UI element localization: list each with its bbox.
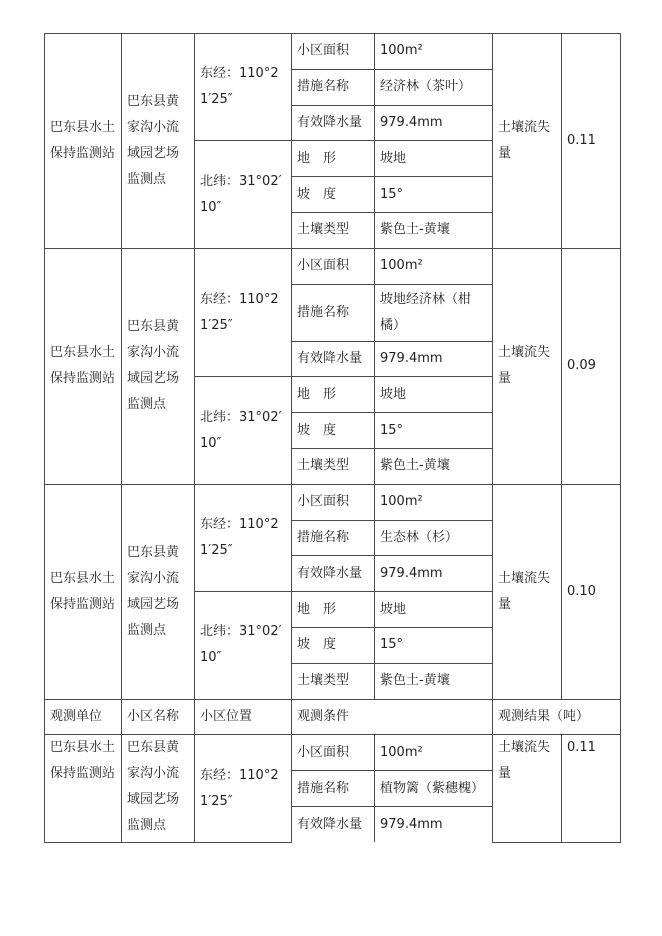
cell-condition-key: 有效降水量: [292, 806, 375, 842]
cell-condition-value: 979.4mm: [375, 556, 493, 592]
cell-condition-key: 小区面积: [292, 484, 375, 520]
cell-result-value: 0.11: [562, 34, 621, 249]
cell-condition-value: 坡地: [375, 592, 493, 628]
cell-latitude: 北纬：31°02′10″: [195, 141, 292, 248]
cell-condition-key: 有效降水量: [292, 341, 375, 377]
header-result: 观测结果（吨）: [493, 699, 621, 735]
header-unit: 观测单位: [45, 699, 122, 735]
cell-unit: 巴东县水土保持监测站: [45, 735, 122, 842]
cell-condition-key: 小区面积: [292, 735, 375, 771]
cell-condition-key: 坡 度: [292, 413, 375, 449]
cell-result-label: 土壤流失量: [493, 34, 562, 249]
cell-condition-key: 地 形: [292, 592, 375, 628]
cell-condition-value: 紫色土-黄壤: [375, 448, 493, 484]
cell-condition-key: 地 形: [292, 377, 375, 413]
header-location: 小区位置: [195, 699, 292, 735]
cell-condition-key: 措施名称: [292, 520, 375, 556]
cell-condition-key: 土壤类型: [292, 663, 375, 699]
cell-latitude: 北纬：31°02′10″: [195, 592, 292, 699]
cell-condition-value: 经济林（茶叶）: [375, 69, 493, 105]
cell-condition-key: 地 形: [292, 141, 375, 177]
cell-condition-key: 土壤类型: [292, 212, 375, 248]
cell-condition-key: 有效降水量: [292, 105, 375, 141]
cell-unit: 巴东县水土保持监测站: [45, 248, 122, 484]
cell-result-value: 0.10: [562, 484, 621, 699]
cell-result-label: 土壤流失量: [493, 248, 562, 484]
cell-condition-value: 15°: [375, 627, 493, 663]
cell-result-label: 土壤流失量: [493, 735, 562, 842]
cell-plot-name: 巴东县黄家沟小流域园艺场监测点: [122, 34, 195, 249]
cell-condition-key: 小区面积: [292, 34, 375, 70]
cell-condition-value: 15°: [375, 413, 493, 449]
cell-condition-value: 植物篱（紫穗槐）: [375, 771, 493, 807]
cell-condition-value: 100m²: [375, 735, 493, 771]
cell-plot-name: 巴东县黄家沟小流域园艺场监测点: [122, 484, 195, 699]
cell-condition-value: 100m²: [375, 248, 493, 284]
cell-plot-name: 巴东县黄家沟小流域园艺场监测点: [122, 735, 195, 842]
cell-condition-value: 坡地: [375, 377, 493, 413]
cell-condition-value: 生态林（杉）: [375, 520, 493, 556]
cell-condition-value: 紫色土-黄壤: [375, 212, 493, 248]
cell-condition-value: 100m²: [375, 34, 493, 70]
cell-unit: 巴东县水土保持监测站: [45, 34, 122, 249]
cell-condition-value: 979.4mm: [375, 341, 493, 377]
cell-result-label: 土壤流失量: [493, 484, 562, 699]
cell-condition-key: 坡 度: [292, 627, 375, 663]
cell-result-value: 0.11: [562, 735, 621, 842]
header-row: [45, 699, 621, 735]
cell-condition-key: 土壤类型: [292, 448, 375, 484]
cell-condition-value: 坡地经济林（柑橘）: [375, 284, 493, 341]
header-plot-name: 小区名称: [122, 699, 195, 735]
cell-condition-key: 措施名称: [292, 771, 375, 807]
cell-condition-value: 979.4mm: [375, 105, 493, 141]
cell-condition-key: 措施名称: [292, 284, 375, 341]
cell-longitude: 东经：110°21′25″: [195, 735, 292, 842]
cell-condition-key: 小区面积: [292, 248, 375, 284]
cell-longitude: 东经：110°21′25″: [195, 248, 292, 377]
monitoring-table: [44, 33, 621, 843]
header-conditions: 观测条件: [292, 699, 493, 735]
cell-condition-value: 100m²: [375, 484, 493, 520]
cell-longitude: 东经：110°21′25″: [195, 484, 292, 591]
cell-unit: 巴东县水土保持监测站: [45, 484, 122, 699]
cell-condition-value: 坡地: [375, 141, 493, 177]
cell-condition-key: 有效降水量: [292, 556, 375, 592]
cell-latitude: 北纬：31°02′10″: [195, 377, 292, 484]
cell-longitude: 东经：110°21′25″: [195, 34, 292, 141]
cell-condition-value: 15°: [375, 177, 493, 213]
cell-condition-value: 紫色土-黄壤: [375, 663, 493, 699]
cell-condition-value: 979.4mm: [375, 806, 493, 842]
cell-condition-key: 坡 度: [292, 177, 375, 213]
cell-result-value: 0.09: [562, 248, 621, 484]
cell-condition-key: 措施名称: [292, 69, 375, 105]
cell-plot-name: 巴东县黄家沟小流域园艺场监测点: [122, 248, 195, 484]
